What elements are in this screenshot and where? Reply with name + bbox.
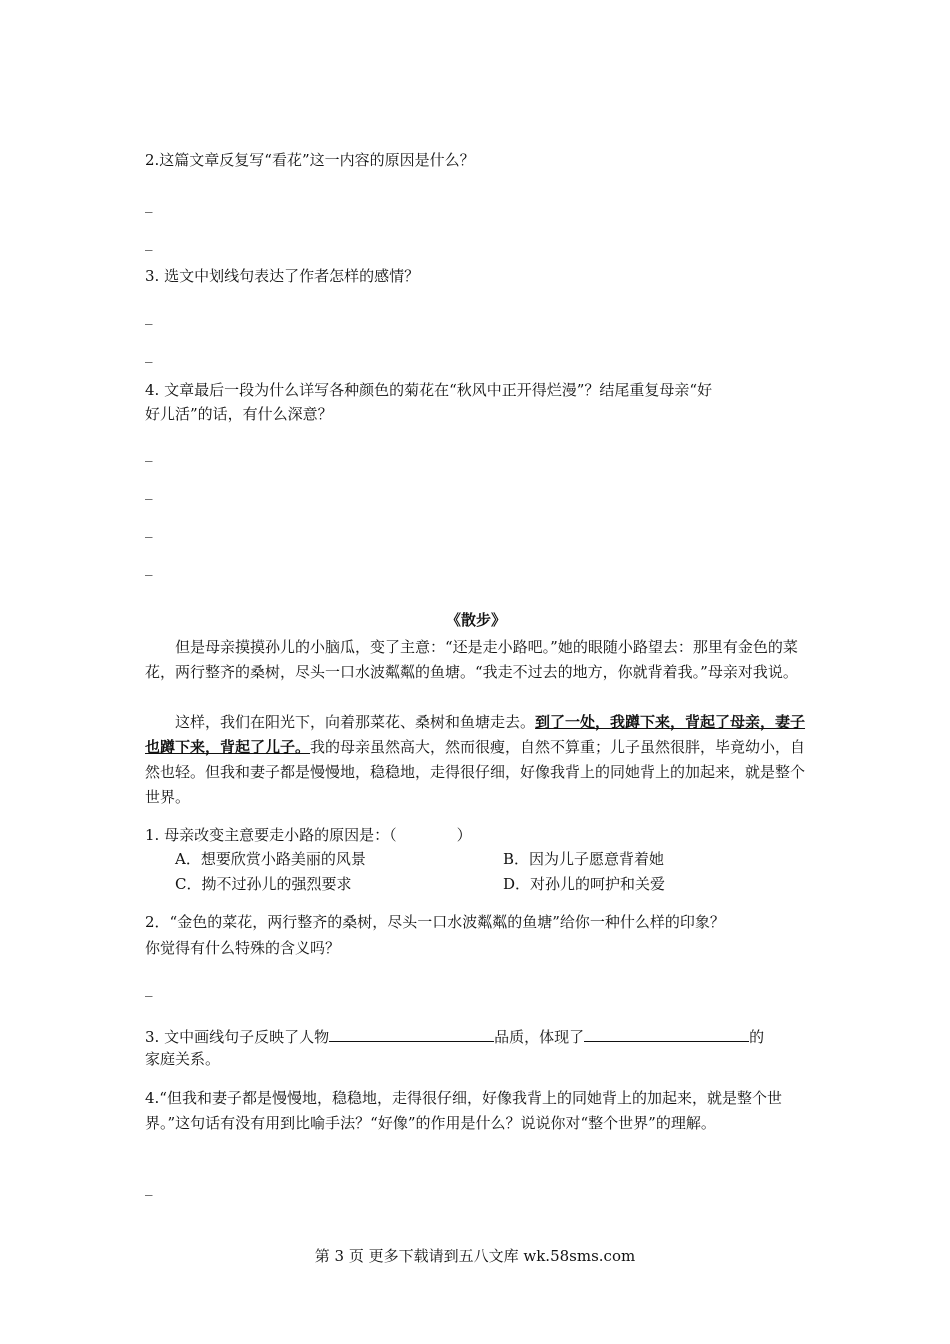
sanbu-question-2-line1: 2．“金色的菜花，两行整齐的桑树，尽头一口水波粼粼的鱼塘”给你一种什么样的印象？ (145, 913, 725, 931)
sanbu-question-4: 4.“但我和妻子都是慢慢地，稳稳地，走得很仔细，好像我背上的同她背上的加起来，就是整个世界。”这句话有没有用到比喻手法？“好像”的作用是什么？说说你对“整个世界”的理解。 (145, 1089, 782, 1132)
sanbu-question-3-line2: 家庭关系。 (145, 1050, 221, 1068)
fill-blank-2[interactable] (584, 1025, 749, 1042)
q3-text-1: 3. 文中画线句子反映了人物 (145, 1028, 330, 1046)
page-footer: 第 3 页 更多下载请到五八文库 wk.58sms.com (314, 1247, 636, 1265)
q3-text-3: 的 (749, 1028, 765, 1046)
answer-line: _ (145, 444, 153, 462)
sanbu-question-1: 1. 母亲改变主意要走小路的原因是：（ ） (145, 826, 472, 844)
question-4-chrysanthemum-line1: 4. 文章最后一段为什么详写各种颜色的菊花在“秋风中正开得烂漫”？结尾重复母亲“好 (145, 381, 713, 399)
answer-line: _ (145, 979, 153, 997)
answer-line: _ (145, 482, 153, 500)
paragraph-2-rest: 我的母亲虽然高大，然而很瘦，自然不算重；儿子虽然很胖，毕竟幼小，自然也轻。但我和妻子都是慢慢地，稳稳地，走得很仔细，好像我背上的同她背上的加起来，就是整个世界。 (145, 738, 806, 806)
q3-text-2: 品质，体现了 (494, 1028, 585, 1046)
option-d: D．对孙儿的呵护和关爱 (503, 875, 666, 893)
passage-paragraph-2 (145, 710, 807, 810)
answer-line: _ (145, 558, 153, 576)
sanbu-question-2-line2: 你觉得有什么特殊的含义吗？ (145, 939, 341, 957)
question-3-feeling: 3. 选文中划线句表达了作者怎样的感情？ (145, 267, 420, 285)
passage-paragraph-1: 但是母亲摸摸孙儿的小脑瓜，变了主意：“还是走小路吧。”她的眼随小路望去：那里有金色的菜花，两行整齐的桑树，尽头一口水波粼粼的鱼塘。“我走不过去的地方，你就背着我。”母亲对我说。 (145, 638, 798, 681)
answer-line: _ (145, 1178, 153, 1196)
option-b: B．因为儿子愿意背着她 (503, 850, 665, 868)
answer-line: _ (145, 233, 153, 251)
answer-line: _ (145, 307, 153, 325)
option-c: C．拗不过孙儿的强烈要求 (175, 875, 352, 893)
fill-blank-1[interactable] (329, 1025, 494, 1042)
paragraph-2-intro: 这样，我们在阳光下，向着那菜花、桑树和鱼塘走去。 (175, 713, 536, 731)
answer-line: _ (145, 520, 153, 538)
underlined-sentence: 到了一处，我蹲下来，背起了母亲，妻子也蹲下来，背起了儿子。 (145, 713, 806, 756)
sanbu-question-3 (145, 1025, 807, 1047)
answer-line: _ (145, 345, 153, 363)
question-4-chrysanthemum-line2: 好儿活”的话，有什么深意？ (145, 405, 333, 423)
answer-line: _ (145, 195, 153, 213)
question-2-kanhua: 2.这篇文章反复写“看花”这一内容的原因是什么？ (145, 151, 475, 169)
option-a: A．想要欣赏小路美丽的风景 (175, 850, 366, 868)
passage-title: 《散步》 (445, 611, 506, 629)
